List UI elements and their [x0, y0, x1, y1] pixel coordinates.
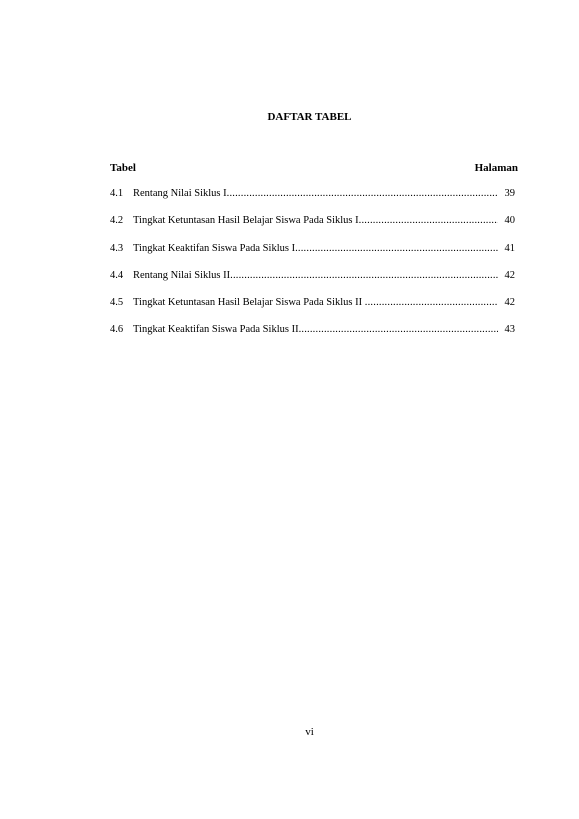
entry-page: 40 — [504, 215, 515, 227]
entry-title-with-leader — [133, 214, 498, 227]
entry-number: 4.5 — [110, 297, 124, 309]
entry-title: Tingkat Ketuntasan Hasil Belajar Siswa Pada Siklus II ..... — [133, 297, 498, 308]
entry-title-with-leader — [133, 187, 498, 200]
entry-number: 4.4 — [110, 269, 124, 281]
entry-title: Tingkat Keaktifan Siswa Pada Siklus II ..... — [133, 324, 498, 335]
entry-title: Tingkat Ketuntasan Hasil Belajar Siswa Pada Siklus I ..... — [133, 215, 498, 226]
list-item-4-5[interactable] — [110, 296, 518, 323]
entry-page: 42 — [504, 269, 515, 281]
list-item-4-4[interactable] — [110, 269, 518, 296]
column-header-tabel: Tabel — [110, 162, 136, 174]
list-item-4-3[interactable] — [110, 242, 518, 269]
page-number: vi — [305, 726, 314, 738]
entry-page: 39 — [504, 188, 515, 199]
entry-title-with-leader — [133, 323, 498, 336]
list-item-4-6[interactable] — [110, 323, 518, 350]
list-item-4-1[interactable] — [110, 187, 518, 214]
entry-page: 41 — [504, 242, 515, 254]
page-title: DAFTAR TABEL — [267, 111, 352, 123]
entry-number: 4.1 — [110, 188, 124, 199]
entry-number: 4.6 — [110, 324, 124, 336]
column-header-halaman: Halaman — [474, 162, 518, 174]
entry-number: 4.2 — [110, 215, 124, 227]
entry-title-with-leader — [133, 296, 498, 309]
entry-title-with-leader — [133, 242, 498, 255]
entry-title: Tingkat Keaktifan Siswa Pada Siklus I ..... — [133, 243, 498, 254]
entry-title: Rentang Nilai Siklus I ..... — [133, 188, 498, 199]
entry-page: 42 — [504, 297, 515, 309]
entry-number: 4.3 — [110, 242, 124, 254]
entry-title: Rentang Nilai Siklus II ..... — [133, 270, 498, 281]
list-item-4-2[interactable] — [110, 214, 518, 241]
entry-title-with-leader — [133, 269, 498, 282]
entry-page: 43 — [504, 324, 515, 336]
table-of-tables-list — [110, 187, 518, 351]
